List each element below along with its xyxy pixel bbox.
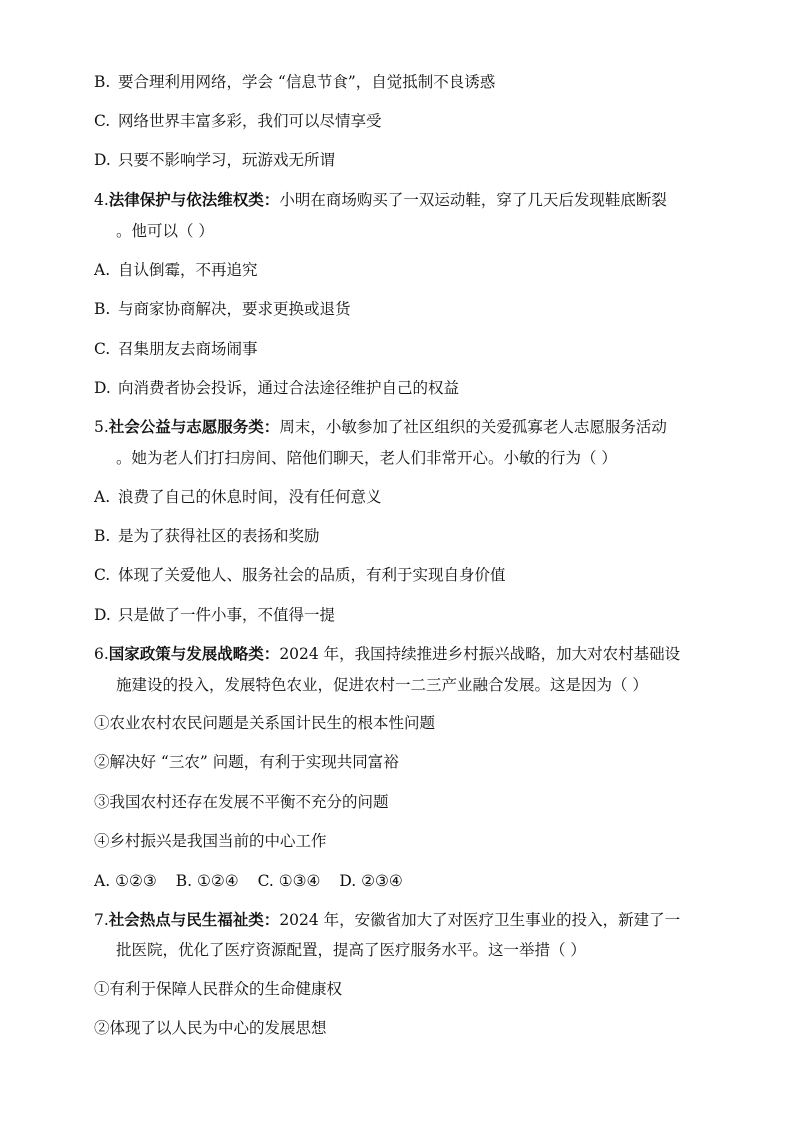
q4-stem-line1 [94,189,714,211]
option-text: 与商家协商解决，要求更换或退货 [118,300,351,318]
choice-text: ①②③ [115,872,157,890]
q3-option-c [94,110,714,132]
option-letter: A. [94,488,111,506]
q5-stem-line2: 。她为老人们打扫房间、陪他们聊天，老人们非常开心。小敏的行为（ ） [116,449,617,467]
option-text: 自认倒霉，不再追究 [118,261,258,279]
q7-statement-2: ②体现了以人民为中心的发展思想 [94,1019,327,1037]
q4-option-a [94,259,714,281]
question-category: 法律保护与依法维权类： [108,190,280,209]
question-number: 4. [94,191,109,209]
q6-choices [94,870,714,892]
q4-option-b [94,298,714,320]
option-letter: C. [94,340,111,358]
option-letter: B. [94,527,111,545]
option-letter: D. [94,606,111,624]
option-letter: D. [94,379,111,397]
choice-letter: B. [175,872,193,890]
option-letter: B. [94,300,111,318]
question-stem: 周末，小敏参加了社区组织的关爱孤寡老人志愿服务活动 [279,418,667,436]
q6-statement-1: ①农业农村农民问题是关系国计民生的根本性问题 [94,714,436,732]
option-text: 是为了获得社区的表扬和奖励 [118,527,320,545]
question-number: 5. [94,418,109,436]
choice-letter: D. [339,872,357,890]
option-letter: C. [94,566,111,584]
choice-text: ①②④ [196,872,239,890]
q4-option-c [94,338,714,360]
q7-stem-line2: 批医院，优化了医疗资源配置，提高了医疗服务水平。这一举措（ ） [116,941,586,959]
q7-statement-1: ①有利于保障人民群众的生命健康权 [94,980,343,998]
q5-stem-line1 [94,416,714,438]
q6-statement-3: ③我国农村还存在发展不平衡不充分的问题 [94,793,389,811]
choice-text: ②③④ [361,872,403,890]
question-stem: 2024 年，我国持续推进乡村振兴战略，加大对农村基础设 [279,645,681,663]
option-text: 体现了关爱他人、服务社会的品质，有利于实现自身价值 [118,566,506,584]
question-stem: 2024 年，安徽省加大了对医疗卫生事业的投入，新建了一 [279,911,681,929]
option-text: 网络世界丰富多彩，我们可以尽情享受 [118,112,382,130]
option-letter: A. [94,261,111,279]
question-number: 6. [94,645,109,663]
q4-stem-line2: 。他可以（ ） [116,222,214,240]
q4-option-d [94,377,714,399]
q6-statement-4: ④乡村振兴是我国当前的中心工作 [94,832,327,850]
q5-option-d [94,604,714,626]
option-text: 只要不影响学习，玩游戏无所谓 [118,151,336,169]
option-text: 要合理利用网络，学会 “信息节食”，自觉抵制不良诱惑 [118,73,496,91]
question-category: 社会热点与民生福祉类： [108,910,280,929]
question-number: 7. [94,911,109,929]
choice-letter: C. [257,872,274,890]
question-category: 社会公益与志愿服务类： [108,417,280,436]
q5-option-b [94,525,714,547]
q7-stem-line1 [94,909,714,931]
q6-statement-2: ②解决好 “三农” 问题，有利于实现共同富裕 [94,753,399,771]
q5-option-a [94,486,714,508]
q5-option-c [94,564,714,586]
choice-text: ①③④ [278,872,321,890]
option-letter: D. [94,151,111,169]
choice-letter: A. [94,872,111,890]
option-letter: C. [94,112,111,130]
option-text: 向消费者协会投诉，通过合法途径维护自己的权益 [118,379,460,397]
question-category: 国家政策与发展战略类： [108,644,280,663]
option-text: 召集朋友去商场闹事 [118,340,258,358]
q3-option-d [94,149,714,171]
option-text: 浪费了自己的休息时间，没有任何意义 [118,488,382,506]
q3-option-b [94,71,714,93]
option-text: 只是做了一件小事，不值得一提 [118,606,336,624]
q6-stem-line2: 施建设的投入，发展特色农业，促进农村一二三产业融合发展。这是因为（ ） [116,676,648,694]
question-stem: 小明在商场购买了一双运动鞋，穿了几天后发现鞋底断裂 [279,191,667,209]
option-letter: B. [94,73,111,91]
q6-stem-line1 [94,643,714,665]
